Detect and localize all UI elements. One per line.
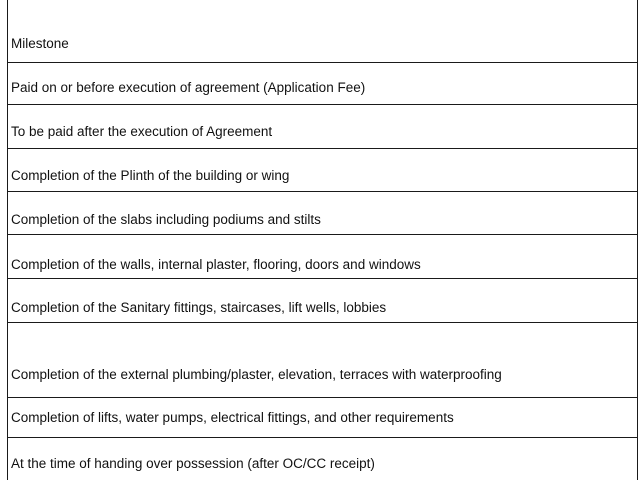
table-row: Completion of the Plinth of the building or wing [11, 168, 290, 183]
row-divider [7, 104, 638, 105]
table-row: To be paid after the execution of Agreement [11, 124, 273, 139]
row-divider [7, 234, 638, 235]
table-row: Completion of the Sanitary fittings, staircases, lift wells, lobbies [11, 300, 387, 315]
table-row: Completion of the external plumbing/plaster, elevation, terraces with waterproofing [11, 367, 502, 382]
row-divider [7, 397, 638, 398]
row-divider [7, 278, 638, 279]
table-row: Completion of the walls, internal plaster, flooring, doors and windows [11, 257, 421, 272]
table-row-milestone-header: Milestone [11, 36, 69, 51]
row-divider [7, 148, 638, 149]
table-left-border [7, 0, 8, 480]
table-row: At the time of handing over possession (after OC/CC receipt) [11, 456, 375, 471]
row-divider [7, 437, 638, 438]
table-row: Paid on or before execution of agreement (Application Fee) [11, 80, 366, 95]
row-divider [7, 322, 638, 323]
row-divider [7, 62, 638, 63]
table-right-border [637, 0, 638, 480]
table-row: Completion of lifts, water pumps, electrical fittings, and other requirements [11, 410, 454, 425]
row-divider [7, 191, 638, 192]
table-row: Completion of the slabs including podiums and stilts [11, 212, 321, 227]
